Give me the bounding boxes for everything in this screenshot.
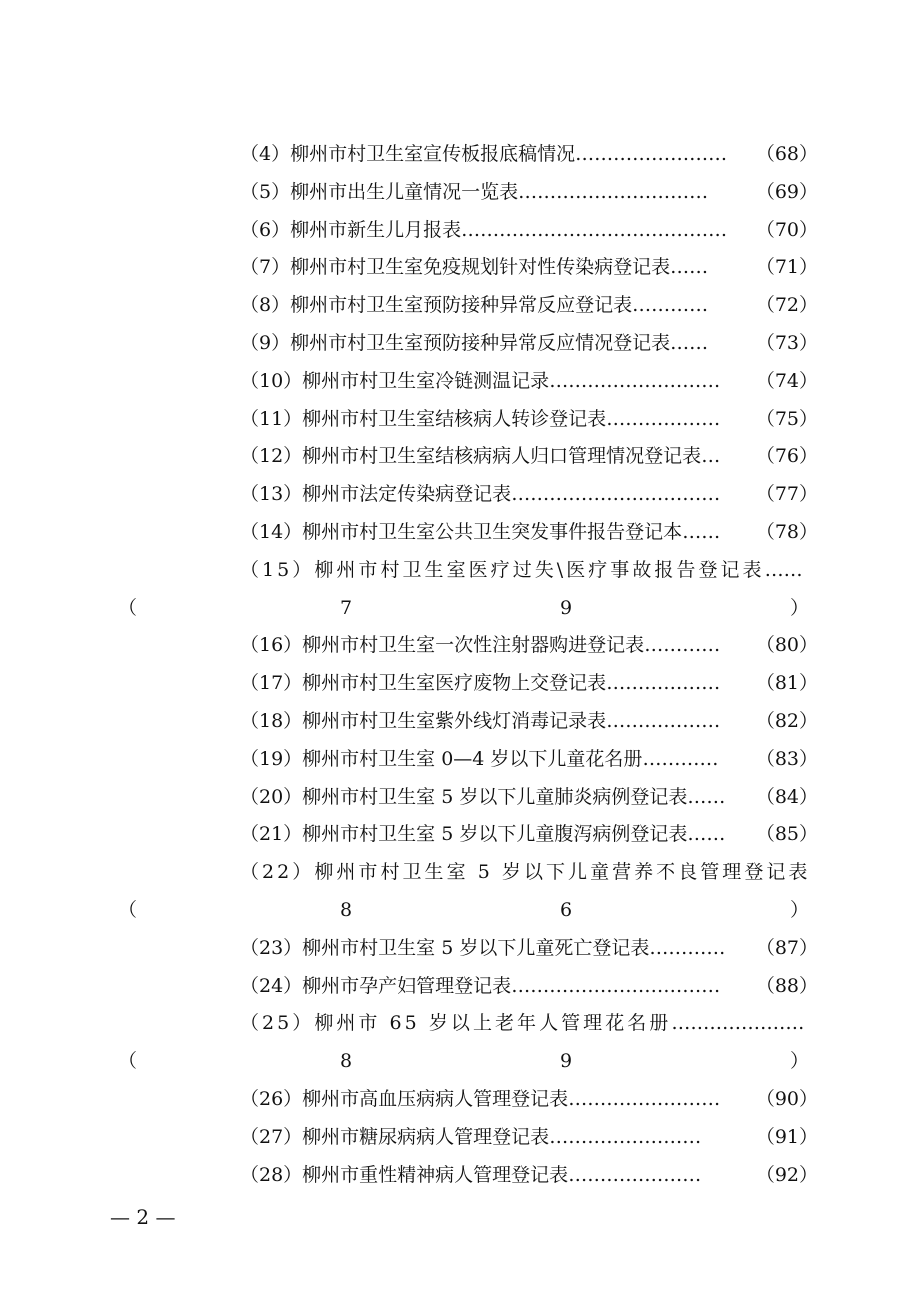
toc-leader-dots: ………………………… xyxy=(518,180,709,203)
toc-entry-title: （10）柳州市村卫生室冷链测温记录 xyxy=(240,369,550,392)
toc-page-number: （85） xyxy=(755,823,818,846)
toc-page-number: （84） xyxy=(755,785,818,808)
toc-entry-line xyxy=(240,552,818,590)
toc-page-number: （70） xyxy=(755,218,818,241)
toc-entry-title: （4）柳州市村卫生室宣传板报底稿情况 xyxy=(240,143,576,165)
toc-entry-line xyxy=(240,438,818,476)
toc-entry-line xyxy=(240,703,818,741)
toc-entry xyxy=(0,854,920,892)
toc-entry-line xyxy=(240,363,818,401)
toc-page-number: （87） xyxy=(755,936,818,959)
toc-entry xyxy=(0,1119,920,1157)
toc-page-number-fragment: 9 xyxy=(560,1050,573,1073)
toc-leader-dots: ……………… xyxy=(606,407,721,430)
toc-page-number-fragment: （ xyxy=(118,1050,138,1073)
toc-leader-dots: …………………………… xyxy=(511,974,721,997)
toc-leader-dots: …… xyxy=(764,558,803,581)
toc-entry-title: （17）柳州市村卫生室医疗废物上交登记表 xyxy=(240,672,607,695)
toc-entry-line xyxy=(240,174,818,212)
toc-entry xyxy=(0,363,920,401)
toc-entry-line xyxy=(240,212,818,250)
toc-entry-title: （21）柳州市村卫生室 5 岁以下儿童腹泻病例登记表 xyxy=(240,823,688,846)
toc-entry xyxy=(0,703,920,741)
toc-entry-page-wrap xyxy=(0,892,920,930)
toc-entry-line xyxy=(240,249,818,287)
toc-leader-dots: …………………… xyxy=(568,1087,721,1110)
toc-entry xyxy=(0,1005,920,1043)
toc-leader-dots: ……………… xyxy=(606,709,721,732)
toc-page-number-fragment: 8 xyxy=(340,1050,353,1073)
toc-entry-line xyxy=(240,287,818,325)
toc-leader-dots: ………… xyxy=(649,936,726,959)
toc-leader-dots: ………… xyxy=(632,294,709,317)
toc-entry xyxy=(0,401,920,439)
toc-entry-title: （15）柳州市村卫生室医疗过失\医疗事故报告登记表 xyxy=(240,558,765,581)
toc-entry-title: （27）柳州市糖尿病病人管理登记表 xyxy=(240,1125,550,1148)
toc-page-number: （68） xyxy=(755,143,818,165)
page-number-footer: — 2 — xyxy=(110,1205,176,1229)
toc-leader-dots: …… xyxy=(670,256,709,279)
toc-leader-dots: ………… xyxy=(642,747,719,770)
toc-page-number: （90） xyxy=(755,1087,818,1110)
toc-leader-dots: ……………………… xyxy=(549,369,721,392)
toc-entry xyxy=(0,665,920,703)
toc-page-number: （80） xyxy=(755,634,818,657)
toc-entry-line xyxy=(240,1081,818,1119)
toc-entry-title: （20）柳州市村卫生室 5 岁以下儿童肺炎病例登记表 xyxy=(240,785,688,808)
toc-leader-dots: ………… xyxy=(644,634,721,657)
toc-entry-title: （14）柳州市村卫生室公共卫生突发事件报告登记本 xyxy=(240,520,683,543)
toc-entry-line xyxy=(240,627,818,665)
toc-entry-line xyxy=(240,665,818,703)
toc-entry xyxy=(0,325,920,363)
toc-leader-dots xyxy=(810,854,818,892)
toc-entry-title: （13）柳州市法定传染病登记表 xyxy=(240,483,512,506)
toc-leader-dots: …………………………………… xyxy=(461,218,728,241)
toc-entry-line xyxy=(240,136,818,174)
toc-entry xyxy=(0,1081,920,1119)
toc-leader-dots: …… xyxy=(670,331,709,354)
toc-page-number: （71） xyxy=(755,256,818,279)
toc-page-number-fragment: ） xyxy=(790,596,810,619)
toc-leader-dots: ………………… xyxy=(671,1012,805,1035)
toc-entry-line xyxy=(240,476,818,514)
toc-entry-title: （9）柳州市村卫生室预防接种异常反应情况登记表 xyxy=(240,331,671,354)
toc-entry-title: （24）柳州市孕产妇管理登记表 xyxy=(240,974,512,997)
toc-leader-dots: …………………………… xyxy=(511,483,721,506)
toc-page-number: （72） xyxy=(755,294,818,317)
toc-entry xyxy=(0,552,920,590)
toc-entry-title: （12）柳州市村卫生室结核病病人归口管理情况登记表 xyxy=(240,445,702,468)
toc-entry xyxy=(0,249,920,287)
toc-entry-title: （6）柳州市新生儿月报表 xyxy=(240,218,462,241)
toc-entry-page-wrap xyxy=(0,1043,920,1081)
toc-leader-dots: …… xyxy=(687,785,726,808)
toc-entry xyxy=(0,968,920,1006)
toc-entry-title: （8）柳州市村卫生室预防接种异常反应登记表 xyxy=(240,294,633,317)
toc-entry xyxy=(0,816,920,854)
toc-page-number: （77） xyxy=(755,483,818,506)
toc-entry xyxy=(0,438,920,476)
toc-leader-dots: …………………… xyxy=(549,1125,702,1148)
toc-page-number: （81） xyxy=(755,672,818,695)
toc-entry xyxy=(0,287,920,325)
toc-entry xyxy=(0,779,920,817)
toc-entry-title: （28）柳州市重性精神病人管理登记表 xyxy=(240,1163,569,1186)
toc-entry xyxy=(0,1157,920,1195)
toc-page-number: （92） xyxy=(755,1163,818,1186)
toc-page-number: （82） xyxy=(755,709,818,732)
toc-leader-dots: ……………… xyxy=(606,672,721,695)
toc-page-number: （69） xyxy=(755,180,818,203)
toc-entry xyxy=(0,514,920,552)
toc-page-number-fragment: 7 xyxy=(340,596,353,619)
toc-entry-title: （19）柳州市村卫生室 0—4 岁以下儿童花名册 xyxy=(240,747,643,770)
toc-leader-dots: …………………… xyxy=(575,143,728,165)
toc-entry xyxy=(0,627,920,665)
toc-page-number: （73） xyxy=(755,331,818,354)
toc-entry xyxy=(0,741,920,779)
toc-entry-line xyxy=(240,930,818,968)
toc-leader-dots: ………………… xyxy=(568,1163,702,1186)
toc-entry-title: （16）柳州市村卫生室一次性注射器购进登记表 xyxy=(240,634,645,657)
toc-entry-line xyxy=(240,1119,818,1157)
toc-entry-title: （11）柳州市村卫生室结核病人转诊登记表 xyxy=(240,407,607,430)
toc-entry-line xyxy=(240,514,818,552)
toc-entry xyxy=(0,136,920,174)
toc-entry-title: （5）柳州市出生儿童情况一览表 xyxy=(240,180,519,203)
toc-entry-title: （23）柳州市村卫生室 5 岁以下儿童死亡登记表 xyxy=(240,936,650,959)
table-of-contents xyxy=(0,136,920,1194)
toc-entry-line xyxy=(240,968,818,1006)
toc-leader-dots: …… xyxy=(682,520,721,543)
toc-entry-title: （7）柳州市村卫生室免疫规划针对性传染病登记表 xyxy=(240,256,671,279)
toc-entry-page-wrap xyxy=(0,590,920,628)
toc-page-number: （83） xyxy=(755,747,818,770)
toc-leader-dots: …… xyxy=(687,823,726,846)
toc-page-number-fragment: 6 xyxy=(560,898,573,921)
toc-page-number-fragment: ） xyxy=(790,1050,810,1073)
toc-entry-line xyxy=(240,401,818,439)
toc-page-number: （78） xyxy=(755,520,818,543)
toc-entry-line xyxy=(240,1005,818,1043)
toc-entry-line xyxy=(240,816,818,854)
toc-entry-line xyxy=(240,779,818,817)
toc-page-number-fragment: 8 xyxy=(340,898,353,921)
toc-page-number-fragment: 9 xyxy=(560,596,573,619)
toc-entry-title: （18）柳州市村卫生室紫外线灯消毒记录表 xyxy=(240,709,607,732)
toc-entry-line xyxy=(240,854,818,892)
toc-entry-line xyxy=(240,1157,818,1195)
toc-page-number-fragment: （ xyxy=(118,596,138,619)
toc-page-number: （88） xyxy=(755,974,818,997)
toc-entry-title: （26）柳州市高血压病病人管理登记表 xyxy=(240,1087,569,1110)
toc-entry xyxy=(0,476,920,514)
toc-entry-line xyxy=(240,741,818,779)
toc-entry xyxy=(0,212,920,250)
toc-entry-title: （25）柳州市 65 岁以上老年人管理花名册 xyxy=(240,1012,672,1035)
toc-entry xyxy=(0,174,920,212)
toc-entry-line xyxy=(240,325,818,363)
toc-page-number: （75） xyxy=(755,407,818,430)
toc-page-number: （76） xyxy=(755,445,818,468)
toc-page-number-fragment: ） xyxy=(790,898,810,921)
toc-page-number-fragment: （ xyxy=(118,898,138,921)
toc-page-number: （91） xyxy=(755,1125,818,1148)
toc-entry-title: （22）柳州市村卫生室 5 岁以下儿童营养不良管理登记表 xyxy=(240,861,811,884)
toc-leader-dots: … xyxy=(701,445,721,468)
toc-page-number: （74） xyxy=(755,369,818,392)
toc-entry xyxy=(0,930,920,968)
